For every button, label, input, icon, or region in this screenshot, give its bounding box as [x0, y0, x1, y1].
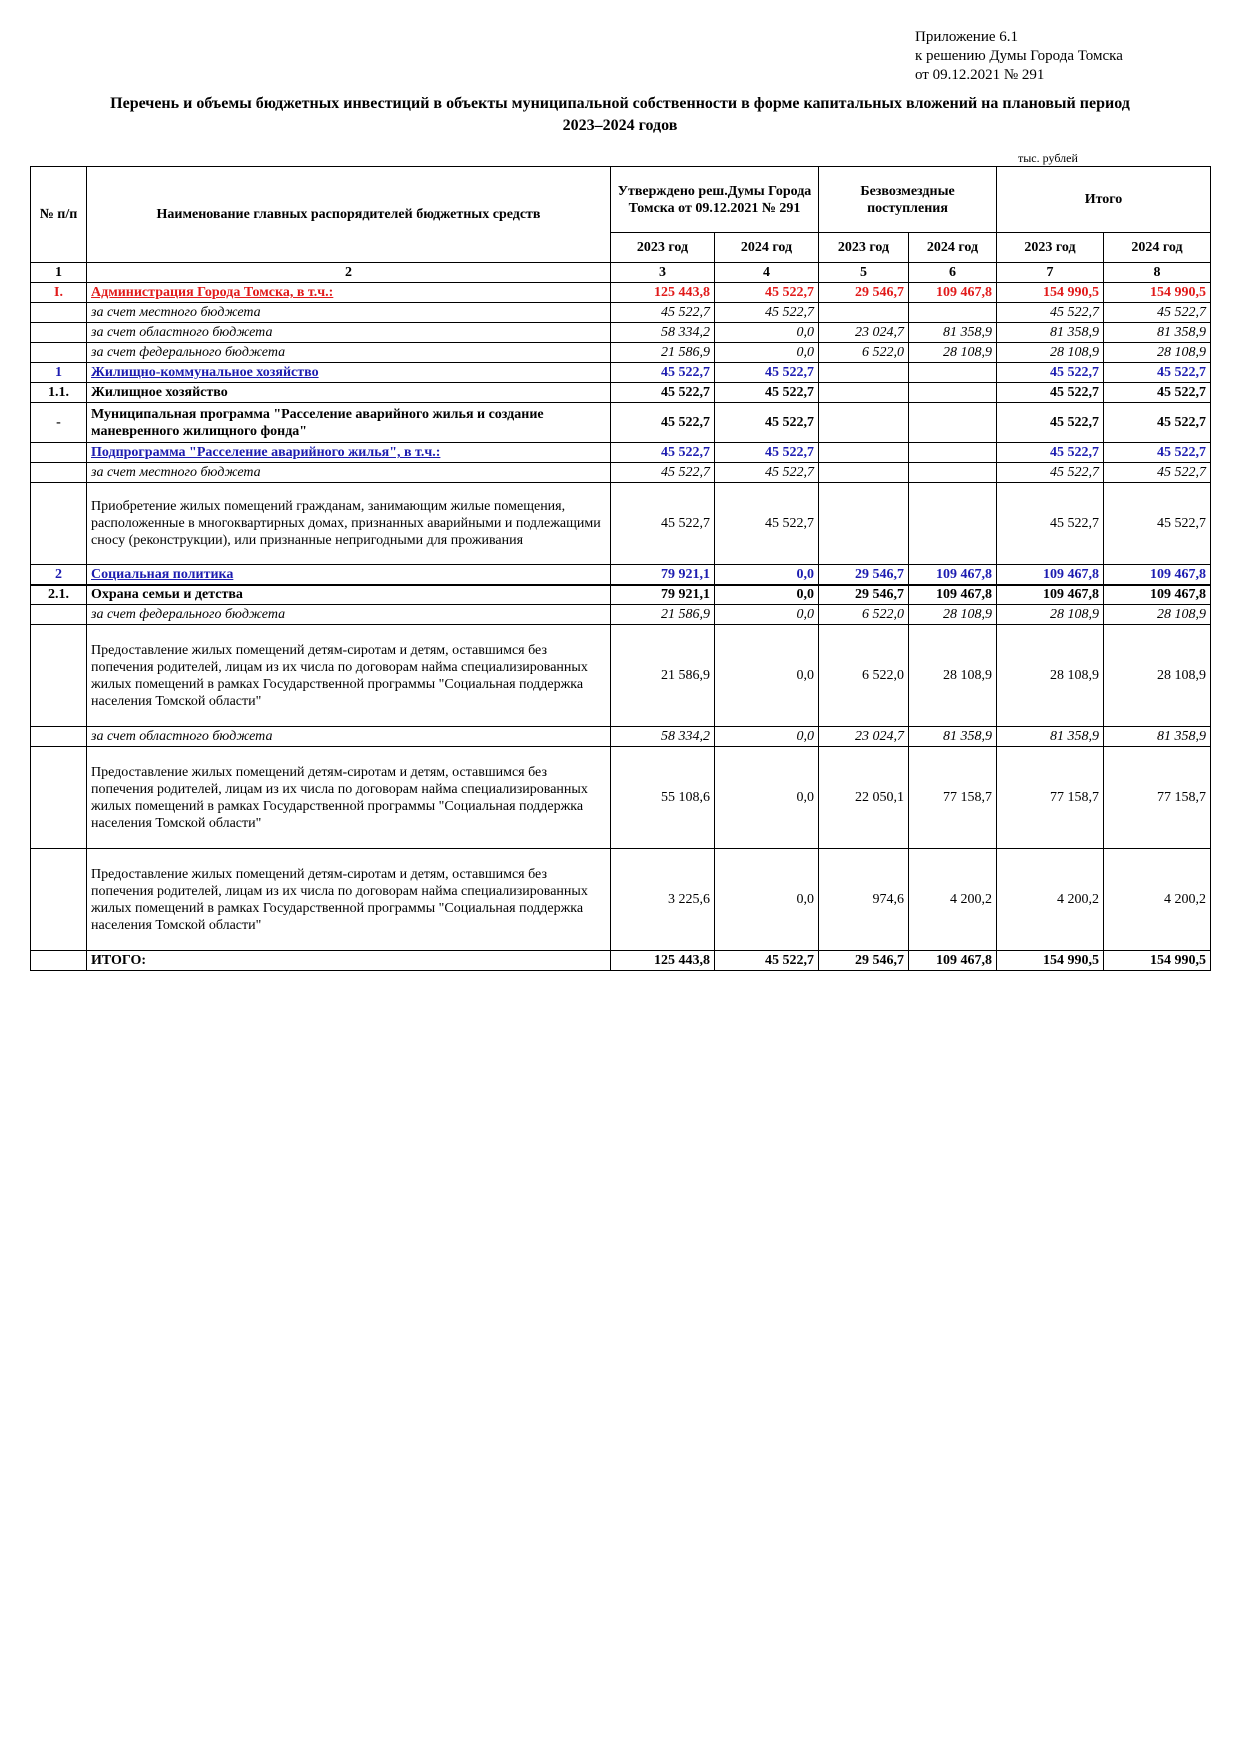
value-grants-2024	[909, 363, 997, 383]
table-row-total	[31, 951, 1211, 971]
value-total-2023: 4 200,2	[997, 849, 1104, 951]
row-name: Жилищно-коммунальное хозяйство	[87, 363, 611, 383]
value-total-2023: 28 108,9	[997, 605, 1104, 625]
header-year: 2024 год	[909, 233, 997, 263]
column-number: 6	[909, 263, 997, 283]
table-row	[31, 483, 1211, 565]
value-grants-2024	[909, 303, 997, 323]
value-approved-2024: 0,0	[715, 323, 819, 343]
row-name: за счет областного бюджета	[87, 727, 611, 747]
value-approved-2023: 45 522,7	[611, 443, 715, 463]
value-total-2024: 45 522,7	[1104, 403, 1211, 443]
value-total-2023: 45 522,7	[997, 463, 1104, 483]
value-total-2023: 45 522,7	[997, 403, 1104, 443]
table-row	[31, 625, 1211, 727]
row-name: ИТОГО:	[87, 951, 611, 971]
annex-line-3: от 09.12.2021 № 291	[915, 67, 1045, 83]
value-total-2023: 45 522,7	[997, 303, 1104, 323]
row-number: 1.1.	[31, 383, 87, 403]
table-row	[31, 323, 1211, 343]
value-approved-2024: 45 522,7	[715, 951, 819, 971]
header-year: 2024 год	[1104, 233, 1211, 263]
row-name: Жилищное хозяйство	[87, 383, 611, 403]
value-approved-2024: 45 522,7	[715, 303, 819, 323]
value-approved-2023: 45 522,7	[611, 363, 715, 383]
value-grants-2024: 28 108,9	[909, 605, 997, 625]
units-note: тыс. рублей	[1018, 151, 1078, 165]
row-name: Администрация Города Томска, в т.ч.:	[87, 283, 611, 303]
row-number	[31, 747, 87, 849]
table-row	[31, 463, 1211, 483]
value-total-2024: 109 467,8	[1104, 585, 1211, 605]
value-approved-2024: 0,0	[715, 343, 819, 363]
row-name: за счет областного бюджета	[87, 323, 611, 343]
row-number	[31, 605, 87, 625]
value-total-2024: 81 358,9	[1104, 323, 1211, 343]
value-total-2023: 81 358,9	[997, 727, 1104, 747]
value-grants-2023	[819, 463, 909, 483]
value-approved-2024: 45 522,7	[715, 283, 819, 303]
title-line-2: 2023–2024 годов	[562, 117, 678, 134]
value-grants-2023: 29 546,7	[819, 951, 909, 971]
value-grants-2023: 6 522,0	[819, 605, 909, 625]
header-row	[31, 167, 1211, 233]
table-row	[31, 343, 1211, 363]
value-grants-2024	[909, 403, 997, 443]
value-grants-2024	[909, 483, 997, 565]
value-total-2023: 45 522,7	[997, 443, 1104, 463]
table-row	[31, 727, 1211, 747]
value-approved-2023: 45 522,7	[611, 463, 715, 483]
value-grants-2023: 29 546,7	[819, 283, 909, 303]
header-name: Наименование главных распорядителей бюджетных средств	[87, 167, 611, 263]
value-total-2023: 45 522,7	[997, 383, 1104, 403]
row-name: Охрана семьи и детства	[87, 585, 611, 605]
value-grants-2023: 974,6	[819, 849, 909, 951]
value-grants-2023	[819, 303, 909, 323]
value-approved-2023: 58 334,2	[611, 727, 715, 747]
value-approved-2024: 45 522,7	[715, 403, 819, 443]
row-name: за счет местного бюджета	[87, 303, 611, 323]
column-number: 5	[819, 263, 909, 283]
row-name: Подпрограмма "Расселение аварийного жилья", в т.ч.:	[87, 443, 611, 463]
row-name: Предоставление жилых помещений детям-сиротам и детям, оставшимся без попечения родителей, лицам из их числа по договорам найма специализированных жилых помещений в рамках Государственной программы "Социальная поддержка населения Томской области"	[87, 849, 611, 951]
value-grants-2023: 29 546,7	[819, 565, 909, 585]
column-number: 4	[715, 263, 819, 283]
header-total: Итого	[997, 167, 1211, 233]
row-number	[31, 323, 87, 343]
value-total-2024: 28 108,9	[1104, 625, 1211, 727]
row-number	[31, 727, 87, 747]
value-approved-2024: 45 522,7	[715, 483, 819, 565]
value-total-2024: 28 108,9	[1104, 605, 1211, 625]
value-grants-2023	[819, 363, 909, 383]
value-grants-2024: 28 108,9	[909, 625, 997, 727]
row-number	[31, 951, 87, 971]
table-row	[31, 403, 1211, 443]
table-row	[31, 585, 1211, 605]
value-approved-2024: 0,0	[715, 605, 819, 625]
value-grants-2023: 6 522,0	[819, 625, 909, 727]
row-name: Предоставление жилых помещений детям-сиротам и детям, оставшимся без попечения родителей, лицам из их числа по договорам найма специализированных жилых помещений в рамках Государственной программы "Социальная поддержка населения Томской области"	[87, 747, 611, 849]
value-grants-2024: 4 200,2	[909, 849, 997, 951]
header-year: 2023 год	[997, 233, 1104, 263]
value-grants-2024: 81 358,9	[909, 323, 997, 343]
value-grants-2023: 22 050,1	[819, 747, 909, 849]
value-approved-2024: 45 522,7	[715, 363, 819, 383]
value-approved-2024: 0,0	[715, 565, 819, 585]
header-year: 2024 год	[715, 233, 819, 263]
value-total-2024: 45 522,7	[1104, 383, 1211, 403]
header-grants: Безвозмездные поступления	[819, 167, 997, 233]
value-total-2023: 154 990,5	[997, 283, 1104, 303]
row-number: -	[31, 403, 87, 443]
row-name: Социальная политика	[87, 565, 611, 585]
value-total-2024: 45 522,7	[1104, 443, 1211, 463]
row-number: 2.1.	[31, 585, 87, 605]
value-total-2023: 77 158,7	[997, 747, 1104, 849]
row-name: Предоставление жилых помещений детям-сиротам и детям, оставшимся без попечения родителей, лицам из их числа по договорам найма специализированных жилых помещений в рамках Государственной программы "Социальная поддержка населения Томской области"	[87, 625, 611, 727]
value-approved-2024: 0,0	[715, 849, 819, 951]
value-total-2024: 4 200,2	[1104, 849, 1211, 951]
value-grants-2023: 29 546,7	[819, 585, 909, 605]
value-grants-2024: 81 358,9	[909, 727, 997, 747]
value-approved-2024: 45 522,7	[715, 463, 819, 483]
value-total-2023: 28 108,9	[997, 343, 1104, 363]
value-approved-2023: 55 108,6	[611, 747, 715, 849]
value-total-2024: 45 522,7	[1104, 303, 1211, 323]
value-approved-2023: 21 586,9	[611, 605, 715, 625]
header-year: 2023 год	[611, 233, 715, 263]
value-total-2023: 81 358,9	[997, 323, 1104, 343]
value-approved-2024: 0,0	[715, 585, 819, 605]
value-total-2024: 45 522,7	[1104, 483, 1211, 565]
column-number: 7	[997, 263, 1104, 283]
header-year: 2023 год	[819, 233, 909, 263]
table-row	[31, 443, 1211, 463]
table-row	[31, 747, 1211, 849]
value-approved-2023: 21 586,9	[611, 343, 715, 363]
value-approved-2023: 125 443,8	[611, 283, 715, 303]
value-grants-2024: 109 467,8	[909, 283, 997, 303]
table-row	[31, 383, 1211, 403]
value-grants-2024	[909, 443, 997, 463]
row-number	[31, 483, 87, 565]
value-grants-2024: 28 108,9	[909, 343, 997, 363]
title-line-1: Перечень и объемы бюджетных инвестиций в объекты муниципальной собственности в форме капитальных вложений на плановый период	[110, 95, 1130, 112]
value-grants-2024	[909, 383, 997, 403]
value-total-2023: 45 522,7	[997, 483, 1104, 565]
value-approved-2023: 79 921,1	[611, 565, 715, 585]
value-total-2023: 45 522,7	[997, 363, 1104, 383]
column-number: 3	[611, 263, 715, 283]
row-name: за счет федерального бюджета	[87, 343, 611, 363]
budget-table	[30, 166, 1211, 971]
value-grants-2024: 109 467,8	[909, 951, 997, 971]
row-number	[31, 463, 87, 483]
table-row	[31, 849, 1211, 951]
value-grants-2023	[819, 403, 909, 443]
header-approved: Утверждено реш.Думы Города Томска от 09.12.2021 № 291	[611, 167, 819, 233]
value-grants-2024	[909, 463, 997, 483]
annex-note	[915, 28, 1123, 85]
value-total-2024: 77 158,7	[1104, 747, 1211, 849]
column-number: 1	[31, 263, 87, 283]
value-approved-2023: 45 522,7	[611, 403, 715, 443]
value-total-2024: 109 467,8	[1104, 565, 1211, 585]
value-approved-2023: 45 522,7	[611, 383, 715, 403]
column-number: 2	[87, 263, 611, 283]
annex-line-2: к решению Думы Города Томска	[915, 48, 1123, 64]
table-row	[31, 565, 1211, 585]
value-grants-2023	[819, 483, 909, 565]
column-number: 8	[1104, 263, 1211, 283]
value-grants-2023	[819, 443, 909, 463]
value-approved-2024: 45 522,7	[715, 383, 819, 403]
document-title	[40, 93, 1200, 137]
value-total-2024: 154 990,5	[1104, 951, 1211, 971]
value-grants-2023: 23 024,7	[819, 727, 909, 747]
row-number: 2	[31, 565, 87, 585]
header-num: № п/п	[31, 167, 87, 263]
value-approved-2024: 45 522,7	[715, 443, 819, 463]
value-total-2023: 154 990,5	[997, 951, 1104, 971]
row-name: Приобретение жилых помещений гражданам, занимающим жилые помещения, расположенные в многоквартирных домах, признанных аварийными и подлежащими сносу (реконструкции), или признанные непригодными для проживания	[87, 483, 611, 565]
value-total-2024: 45 522,7	[1104, 463, 1211, 483]
value-approved-2023: 79 921,1	[611, 585, 715, 605]
value-approved-2023: 58 334,2	[611, 323, 715, 343]
value-total-2023: 109 467,8	[997, 585, 1104, 605]
value-approved-2024: 0,0	[715, 625, 819, 727]
value-approved-2023: 45 522,7	[611, 303, 715, 323]
row-name: Муниципальная программа "Расселение аварийного жилья и создание маневренного жилищного фонда"	[87, 403, 611, 443]
value-approved-2024: 0,0	[715, 727, 819, 747]
value-grants-2023	[819, 383, 909, 403]
value-total-2023: 109 467,8	[997, 565, 1104, 585]
value-grants-2024: 109 467,8	[909, 565, 997, 585]
annex-line-1: Приложение 6.1	[915, 29, 1019, 45]
row-number	[31, 625, 87, 727]
value-total-2024: 45 522,7	[1104, 363, 1211, 383]
value-grants-2023: 6 522,0	[819, 343, 909, 363]
value-grants-2023: 23 024,7	[819, 323, 909, 343]
value-approved-2023: 21 586,9	[611, 625, 715, 727]
row-number	[31, 443, 87, 463]
value-approved-2023: 125 443,8	[611, 951, 715, 971]
value-approved-2024: 0,0	[715, 747, 819, 849]
value-approved-2023: 45 522,7	[611, 483, 715, 565]
value-grants-2024: 77 158,7	[909, 747, 997, 849]
value-total-2023: 28 108,9	[997, 625, 1104, 727]
row-number	[31, 343, 87, 363]
row-number	[31, 849, 87, 951]
table-row	[31, 605, 1211, 625]
column-numbers-row	[31, 263, 1211, 283]
value-approved-2023: 3 225,6	[611, 849, 715, 951]
value-total-2024: 28 108,9	[1104, 343, 1211, 363]
value-total-2024: 154 990,5	[1104, 283, 1211, 303]
table-row	[31, 303, 1211, 323]
value-total-2024: 81 358,9	[1104, 727, 1211, 747]
row-number: 1	[31, 363, 87, 383]
row-name: за счет местного бюджета	[87, 463, 611, 483]
row-number	[31, 303, 87, 323]
table-row	[31, 283, 1211, 303]
table-row	[31, 363, 1211, 383]
row-name: за счет федерального бюджета	[87, 605, 611, 625]
row-number: I.	[31, 283, 87, 303]
value-grants-2024: 109 467,8	[909, 585, 997, 605]
